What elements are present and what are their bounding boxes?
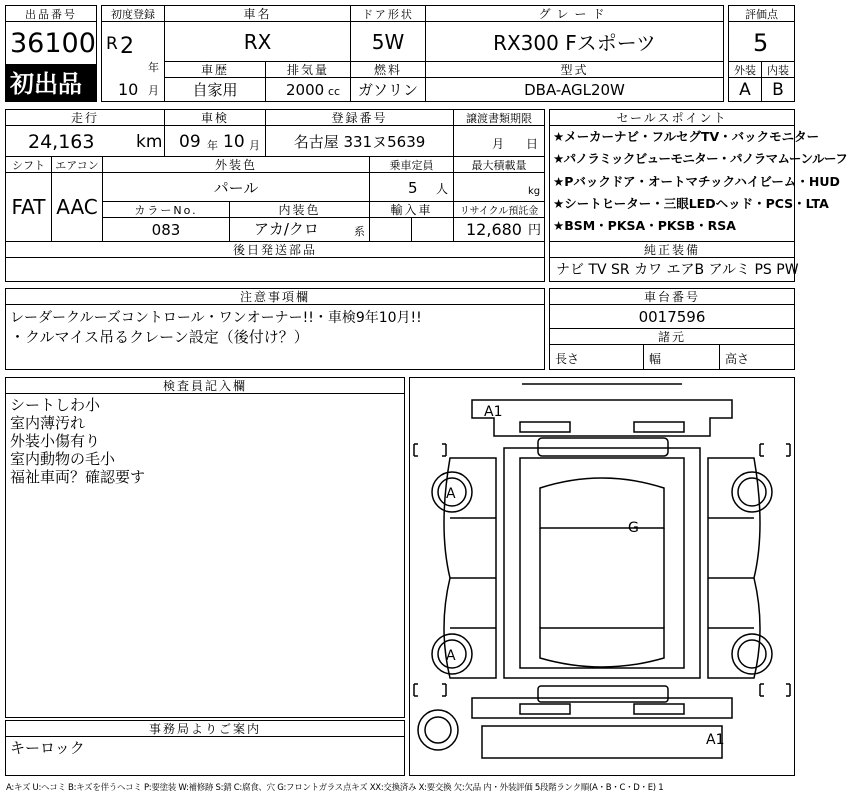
lot-number-label: 出品番号 (5, 5, 97, 22)
recycle-cell (453, 217, 545, 242)
year-suffix: 年 (148, 61, 159, 74)
history: 自家用 (164, 77, 266, 102)
recycle-unit: 円 (528, 223, 542, 238)
capacity-unit: 人 (436, 182, 449, 196)
score-cell (728, 21, 795, 62)
office-label: 事務局よりご案内 (5, 720, 405, 737)
color-label: 外装色 (102, 156, 370, 173)
inspector-line-3: 外装小傷有り (10, 432, 101, 450)
capacity-label: 乗車定員 (369, 156, 454, 173)
width-cell (643, 344, 720, 370)
height-cell (719, 344, 795, 370)
air-conditioner: AAC (51, 172, 103, 242)
car-diagram-svg (410, 378, 794, 775)
ac-label: エアコン (51, 156, 103, 173)
car-name: RX (164, 21, 351, 62)
sales-point-2: ★パノラミックビューモニター・パノラマムーンルーフ (553, 151, 847, 166)
specs-label: 諸元 (549, 328, 795, 345)
sales-point-4: ★シートヒーター・三眼LEDヘッド・PCS・LTA (553, 196, 829, 211)
transfer-day-suffix: 日 (526, 137, 539, 151)
capacity-cell (369, 172, 454, 202)
month-suffix: 月 (148, 84, 159, 97)
office-text: キーロック (10, 739, 85, 757)
era: R (106, 34, 118, 54)
import-cell-2 (411, 217, 454, 242)
grade-label: グレード (425, 5, 724, 22)
door-label: ドア形状 (350, 5, 426, 22)
first-listing-badge (5, 64, 97, 102)
inspection-month: 10 (223, 132, 245, 152)
transfer-cell (453, 125, 545, 157)
equipment-label: 純正装備 (549, 241, 795, 258)
note-line-2: ・クルマイス吊るクレーン設定（後付け？） (10, 328, 309, 346)
inspector-line-2: 室内薄汚れ (10, 414, 86, 432)
width-label: 幅 (649, 352, 662, 366)
sales-point-5: ★BSM・PKSA・PKSB・RSA (553, 218, 736, 233)
length-cell (549, 344, 644, 370)
first-listing-text: 初出品 (10, 70, 82, 98)
inspection-month-suffix: 月 (249, 139, 260, 152)
interior-color-cell (229, 217, 370, 242)
inspector-label: 検査員記入欄 (5, 377, 405, 394)
import-label: 輸入車 (369, 201, 454, 218)
notes-label: 注意事項欄 (5, 288, 545, 305)
capacity: 5 (408, 179, 418, 197)
score: 5 (753, 29, 769, 57)
later-parts-label: 後日発送部品 (5, 241, 545, 258)
sales-points-box (549, 125, 847, 242)
later-parts-cell (5, 257, 545, 282)
mileage-unit: km (136, 132, 163, 152)
equipment-cell (549, 257, 799, 282)
equipment-items: ナビ TV SR カワ エアB アルミ PS PW (556, 262, 799, 278)
history-label: 車歴 (164, 61, 266, 78)
displacement: 2000 (286, 81, 325, 99)
inspector-line-1: シートしわ小 (10, 396, 101, 414)
plate-number: 名古屋 331ヌ5639 (265, 125, 454, 157)
inspector-line-5: 福祉車両？確認要す (10, 468, 146, 486)
first-reg-label: 初度登録 (101, 5, 165, 22)
mark-g-roof: G (628, 520, 639, 536)
interior-color: アカ/クロ (254, 220, 319, 238)
max-load-label: 最大積載量 (453, 156, 545, 173)
max-load-cell (453, 172, 545, 202)
transfer-month-suffix: 月 (492, 137, 505, 151)
import-cell-1 (369, 217, 412, 242)
notes-box (5, 304, 545, 370)
inspection-label: 車検 (164, 109, 266, 126)
inspection-year: 09 (179, 132, 201, 152)
sales-points-label: セールスポイント (549, 109, 795, 126)
chassis-number: 0017596 (549, 304, 795, 329)
lot-number: 36100 (10, 28, 96, 59)
inspector-box (5, 393, 405, 718)
displacement-unit: cc (328, 85, 341, 98)
fuel: ガソリン (350, 77, 426, 102)
exterior-grade: A (728, 77, 762, 102)
recycle-fee: 12,680 (466, 220, 522, 239)
score-label: 評価点 (728, 5, 795, 22)
exterior-label: 外装 (728, 61, 762, 78)
mark-a-rear-left: A (446, 648, 456, 664)
interior-label: 内装 (761, 61, 795, 78)
car-diagram (409, 377, 795, 776)
mileage: 24,163 (28, 131, 95, 153)
note-line-1: レーダークルーズコントロール・ワンオーナー!!・車検9年10月!! (10, 310, 422, 326)
interior-color-label: 内装色 (229, 201, 370, 218)
fuel-label: 燃料 (350, 61, 426, 78)
exterior-color: パール (102, 172, 370, 202)
grade: RX300 Fスポーツ (425, 21, 724, 62)
interior-color-suffix: 系 (354, 225, 365, 238)
inspection-cell (164, 125, 266, 157)
inspection-year-suffix: 年 (207, 139, 218, 152)
lot-number-cell (5, 21, 97, 65)
chassis-label: 車台番号 (549, 288, 795, 305)
displacement-cell (265, 77, 351, 102)
height-label: 高さ (725, 352, 750, 366)
color-number: 083 (102, 217, 230, 242)
sales-point-1: ★メーカーナビ・フルセグTV・バックモニター (553, 129, 820, 144)
displacement-label: 排気量 (265, 61, 351, 78)
era-year: 2 (120, 34, 134, 59)
shift-label: シフト (5, 156, 52, 173)
plate-label: 登録番号 (265, 109, 454, 126)
shift: FAT (5, 172, 52, 242)
model-label: 型式 (425, 61, 724, 78)
interior-grade: B (761, 77, 795, 102)
max-load-unit: kg (528, 186, 541, 197)
office-box (5, 736, 405, 776)
recycle-label: リサイクル預託金 (453, 201, 545, 218)
sales-point-3: ★Pバックドア・オートマチックハイビーム・HUD (553, 174, 840, 189)
mark-a1-top: A1 (484, 404, 503, 420)
color-no-label: カラーNo. (102, 201, 230, 218)
mileage-label: 走行 (5, 109, 165, 126)
mark-a1-bottom: A1 (706, 732, 725, 748)
model-code: DBA-AGL20W (425, 77, 724, 102)
car-name-label: 車名 (164, 5, 351, 22)
transfer-label: 譲渡書類期限 (453, 109, 545, 126)
mileage-cell (5, 125, 165, 157)
first-reg-cell (101, 21, 165, 102)
legend: A:キズ U:ヘコミ B:キズを伴うヘコミ P:要塗装 W:補修跡 S:錆 C:腐食、穴 G:フロントガラス点キズ XX:交換済み X:要交換 欠:欠品 内・外装評価 5段階ランク順(A・B・C・D・E) 1 (6, 783, 664, 793)
first-reg-month: 10 (118, 80, 139, 99)
length-label: 長さ (555, 352, 580, 366)
inspector-line-4: 室内動物の毛小 (10, 450, 116, 468)
mark-a-front-left: A (446, 486, 456, 502)
door-type: 5W (350, 21, 426, 62)
